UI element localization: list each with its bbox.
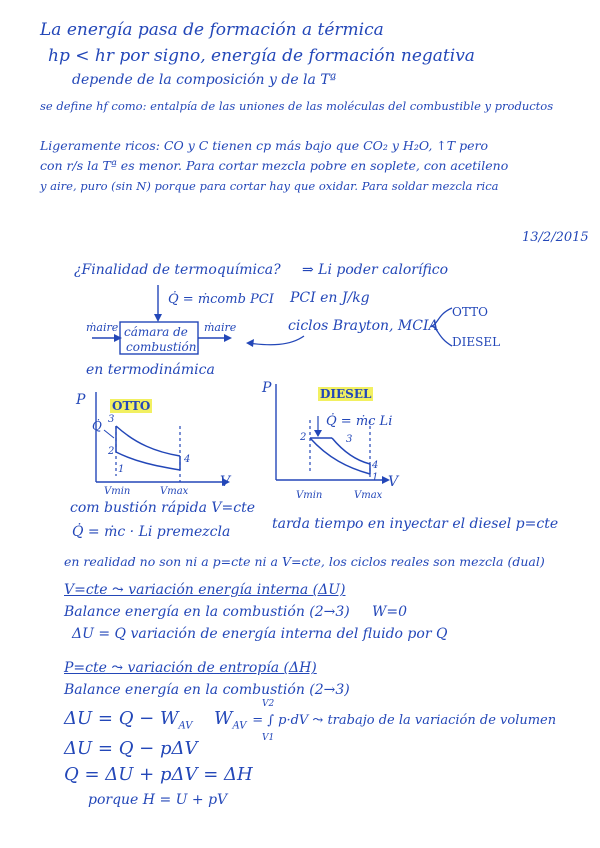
diesel-v-axis: V bbox=[388, 474, 399, 490]
diesel-node-1: 1 bbox=[372, 472, 379, 483]
diesel-vmax: Vmax bbox=[354, 490, 383, 501]
air-in-label: ṁaire bbox=[86, 321, 119, 334]
qdot-formula: Q̇ = ṁcomb PCI bbox=[168, 292, 274, 307]
cycles-label: ciclos Brayton, MCIA bbox=[288, 318, 439, 334]
question-thermochem: ¿Finalidad de termoquímica? bbox=[74, 262, 281, 278]
line-hf-definition: se define hf como: entalpía de las uniones de las moléculas del combustible y productos bbox=[40, 99, 554, 113]
constant-pressure-balance: Balance energía en la combustión (2→3) bbox=[64, 682, 350, 698]
chamber-label-2: combustión bbox=[126, 340, 197, 354]
date: 13/2/2015 bbox=[522, 230, 589, 245]
diesel-node-4: 4 bbox=[372, 460, 379, 471]
work-zero: W=0 bbox=[372, 604, 408, 620]
otto-caption-2: Q̇ = ṁc · Li premezcla bbox=[72, 524, 231, 540]
pci-definition: ⇒ Li poder calorífico bbox=[302, 262, 449, 278]
constant-volume-result: ΔU = Q variación de energía interna del fluido por Q bbox=[72, 626, 448, 642]
otto-node-4: 4 bbox=[184, 454, 191, 465]
line-rich-mixture: Ligeramente ricos: CO y C tienen cp más bajo que CO₂ y H₂O, ↑T pero bbox=[40, 138, 488, 153]
diesel-vmin: Vmin bbox=[296, 490, 323, 501]
real-cycles-note: en realidad no son ni a p=cte ni a V=cte, los ciclos reales son mezcla (dual) bbox=[64, 554, 545, 569]
work-definition: $W_{AV}$ = ∫ p·dV ⤳ trabajo de la variación de volumen bbox=[214, 708, 557, 732]
thermodynamics-label: en termodinámica bbox=[86, 362, 215, 378]
energy-balance-eq: $\Delta U = Q - W_{AV}$ bbox=[64, 708, 193, 732]
constant-pressure-heading: P=cte ⤳ variación de entropía (ΔH) bbox=[64, 660, 317, 676]
enthalpy-def: porque H = U + pV bbox=[88, 792, 228, 808]
diesel-qdot: Q̇ = ṁc Li bbox=[326, 414, 393, 429]
otto-p-axis: P bbox=[76, 392, 86, 408]
otto-node-3: 3 bbox=[108, 414, 115, 425]
option-diesel: DIESEL bbox=[452, 335, 501, 349]
otto-title: OTTO bbox=[112, 399, 151, 413]
air-out-label: ṁaire bbox=[204, 321, 237, 334]
integral-upper: V2 bbox=[262, 699, 275, 709]
otto-vmax: Vmax bbox=[160, 486, 189, 497]
diesel-node-2: 2 bbox=[300, 432, 307, 443]
constant-volume-heading: V=cte ⤳ variación energía interna (ΔU) bbox=[64, 582, 346, 598]
integral-lower: V1 bbox=[262, 733, 275, 743]
pci-units: PCI en J/kg bbox=[290, 290, 370, 306]
constant-volume-balance: Balance energía en la combustión (2→3) bbox=[64, 604, 350, 620]
diesel-title: DIESEL bbox=[320, 387, 372, 401]
du-eq: ΔU = Q − pΔV bbox=[64, 738, 198, 759]
option-otto: OTTO bbox=[452, 305, 488, 319]
line-weld-mixture: y aire, puro (sin N) porque para cortar hay que oxidar. Para soldar mezcla rica bbox=[40, 179, 499, 193]
otto-node-1: 1 bbox=[118, 464, 125, 475]
diesel-node-3: 3 bbox=[346, 434, 353, 445]
q-eq: Q = ΔU + pΔV = ΔH bbox=[64, 764, 253, 785]
otto-v-axis: V bbox=[220, 474, 231, 490]
line-hp-hr: hp < hr por signo, energía de formación negativa bbox=[48, 46, 475, 66]
otto-caption-1: com bustión rápida V=cte bbox=[70, 500, 255, 516]
line-energy-formation: La energía pasa de formación a térmica bbox=[40, 20, 384, 40]
line-composition: depende de la composición y de la Tª bbox=[72, 72, 337, 88]
line-cut-mixture: con r/s la Tª es menor. Para cortar mezcla pobre en soplete, con acetileno bbox=[40, 158, 509, 173]
diesel-caption: tarda tiempo en inyectar el diesel p=cte bbox=[272, 516, 559, 532]
otto-vmin: Vmin bbox=[104, 486, 131, 497]
chamber-label-1: cámara de bbox=[124, 325, 188, 339]
otto-pv-diagram bbox=[76, 386, 236, 496]
diesel-p-axis: P bbox=[262, 380, 272, 396]
otto-node-2: 2 bbox=[108, 446, 115, 457]
otto-qdot: Q̇ bbox=[92, 419, 102, 433]
